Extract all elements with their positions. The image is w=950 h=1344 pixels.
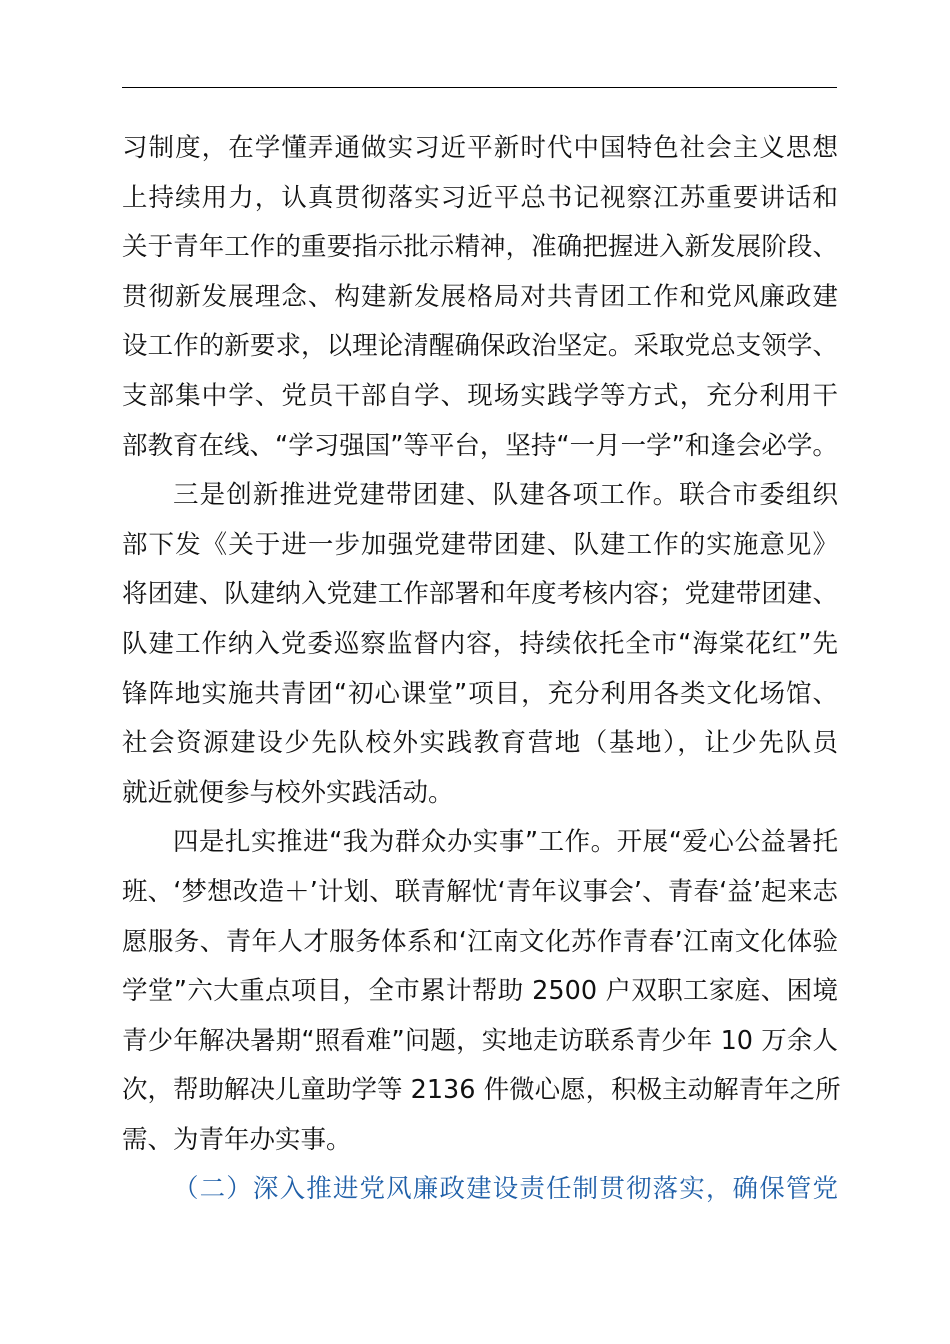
text-line: 需、为青年办实事。 (122, 1124, 352, 1155)
text-line: 愿服务、青年人才服务体系和‘江南文化苏作青春’江南文化体验 (122, 926, 838, 957)
paragraph-start: 四是扎实推进“我为群众办实事”工作。开展“爱心公益暑托 (173, 827, 838, 858)
header-rule (122, 87, 837, 88)
text-line: 青少年解决暑期“照看难”问题，实地走访联系青少年 10 万余人 (122, 1025, 838, 1056)
text-line: 学堂”六大重点项目，全市累计帮助 2500 户双职工家庭、困境 (122, 976, 838, 1007)
text-line: 次，帮助解决儿童助学等 2136 件微心愿，积极主动解青年之所 (122, 1075, 841, 1106)
text-line: 支部集中学、党员干部自学、现场实践学等方式，充分利用干 (122, 380, 838, 411)
paragraph-start: 三是创新推进党建带团建、队建各项工作。联合市委组织 (173, 480, 838, 511)
section-heading: （二）深入推进党风廉政建设责任制贯彻落实，确保管党 (173, 1174, 838, 1205)
text-line: 设工作的新要求，以理论清醒确保政治坚定。采取党总支领学、 (122, 331, 838, 362)
text-line: 班、‘梦想改造＋’计划、联青解忧‘青年议事会’、青春‘益’起来志 (122, 876, 838, 907)
text-line: 贯彻新发展理念、构建新发展格局对共青团工作和党风廉政建 (122, 281, 838, 312)
text-line: 社会资源建设少先队校外实践教育营地（基地），让少先队员 (122, 728, 838, 759)
text-line: 队建工作纳入党委巡察监督内容，持续依托全市“海棠花红”先 (122, 628, 838, 659)
text-line: 将团建、队建纳入党建工作部署和年度考核内容；党建带团建、 (122, 579, 838, 610)
text-line: 习制度，在学懂弄通做实习近平新时代中国特色社会主义思想 (122, 133, 838, 163)
text-line: 部教育在线、“学习强国”等平台，坚持“一月一学”和逢会必学。 (122, 430, 838, 461)
text-line: 部下发《关于进一步加强党建带团建、队建工作的实施意见》 (122, 529, 838, 560)
text-line: 锋阵地实施共青团“初心课堂”项目，充分利用各类文化场馆、 (122, 678, 838, 709)
text-line: 上持续用力，认真贯彻落实习近平总书记视察江苏重要讲话和 (122, 182, 838, 213)
text-line: 关于青年工作的重要指示批示精神，准确把握进入新发展阶段、 (122, 232, 838, 263)
document-body (122, 128, 841, 1219)
text-line: 就近就便参与校外实践活动。 (122, 777, 454, 808)
